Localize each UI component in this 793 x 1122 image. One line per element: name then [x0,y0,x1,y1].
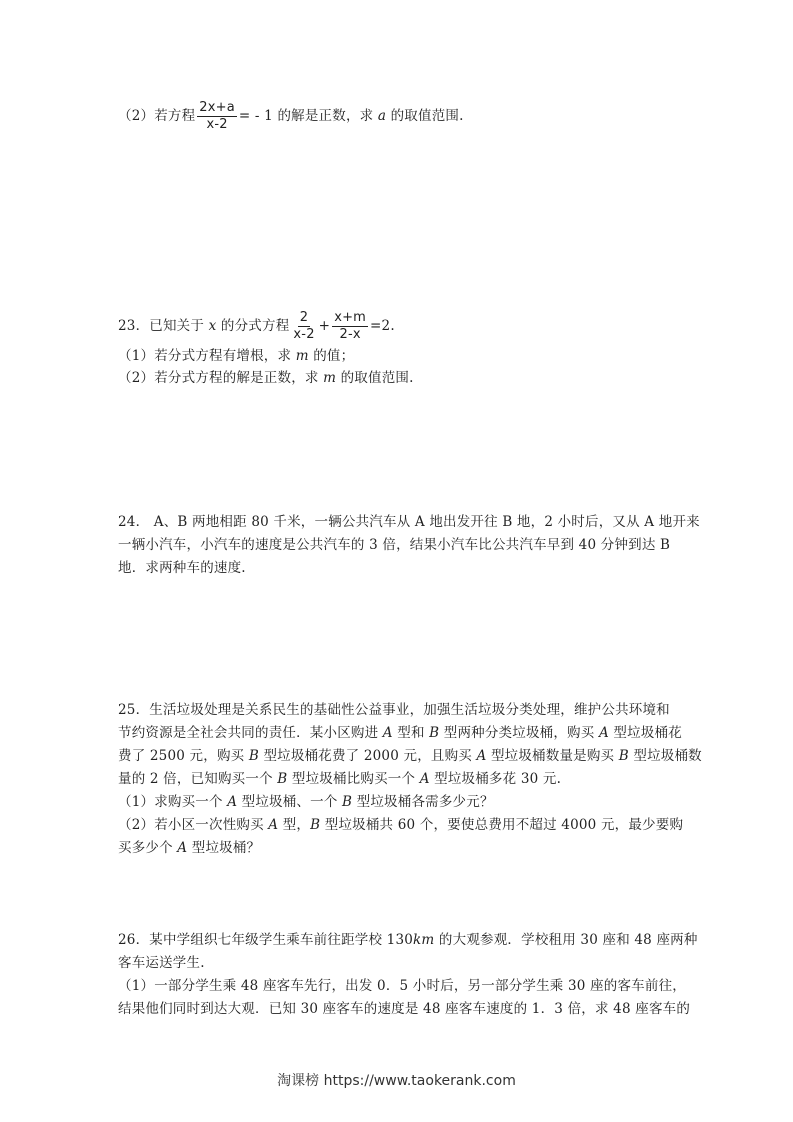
q26-line4: 结果他们同时到达大观．已知 30 座客车的速度是 48 座客车速度的 1．3 倍，求 48 座客车的 [118,1001,691,1017]
q23-stem: 23．已知关于 x 的分式方程 $\frac{2}{x-2}$ + $\frac{x+m}{2-x}$ =2. [118,310,395,342]
footer-watermark: 淘课榜 https://www.taokerank.com [277,1073,516,1089]
q24-line2: 一辆小汽车，小汽车的速度是公共汽车的 3 倍，结果小汽车比公共汽车早到 40 分钟到达 B [118,537,671,553]
q25-line2: 节约资源是全社会共同的责任．某小区购进 A 型和 B 型两种分类垃圾桶，购买 A 型垃圾桶花 [118,725,682,741]
q25-part2: （2）若小区一次性购买 A 型，B 型垃圾桶共 60 个，要使总费用不超过 4000 元，最少要购 [118,817,684,833]
q25-line1: 25．生活垃圾处理是关系民生的基础性公益事业，加强生活垃圾分类处理，维护公共环境和 [118,702,670,718]
fraction: $\frac{x+m}{2-x}$ [334,310,367,342]
q26-line3: （1）一部分学生乘 48 座客车先行，出发 0．5 小时后，另一部分学生乘 30 座的客车前往， [118,978,686,994]
q24-line1: 24． A、B 两地相距 80 千米，一辆公共汽车从 A 地出发开往 B 地，2 小时后，又从 A 地开来 [118,514,700,530]
fraction: $\frac{2}{x-2}$ [293,310,315,342]
q25-line4: 量的 2 倍，已知购买一个 B 型垃圾桶比购买一个 A 型垃圾桶多花 30 元. [118,771,562,787]
q25-part1: （1）求购买一个 A 型垃圾桶、一个 B 型垃圾桶各需多少元？ [118,794,494,810]
q25-part2-cont: 买多少个 A 型垃圾桶？ [118,840,261,856]
q24-line3: 地．求两种车的速度. [118,560,246,576]
q23-part2: （2）若分式方程的解是正数，求 m 的取值范围. [118,370,414,386]
q25-line3: 费了 2500 元，购买 B 型垃圾桶花费了 2000 元，且购买 A 型垃圾桶数量是购买 B 型垃圾桶数 [118,748,702,764]
q26-line1: 26．某中学组织七年级学生乘车前往距学校 130km 的大观参观．学校租用 30 座和 48 座两种 [118,932,698,948]
q22-part2: （2）若方程 $\frac{2x+a}{x-2}$ = - 1 的解是正数，求 a 的取值范围. [118,100,464,132]
q26-line2: 客车运送学生. [118,955,205,971]
fraction: $\frac{2x+a}{x-2}$ [199,100,235,132]
q23-part1: （1）若分式方程有增根，求 m 的值； [118,348,355,364]
